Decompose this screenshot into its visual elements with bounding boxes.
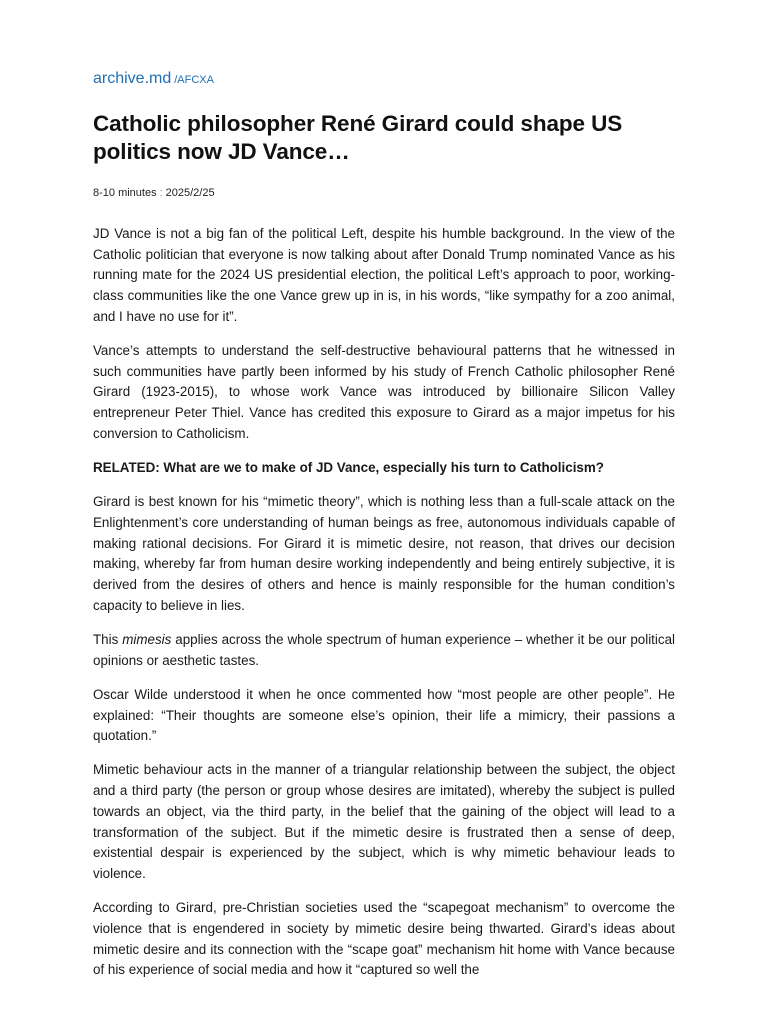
related-link[interactable]: RELATED: What are we to make of JD Vance, especially his turn to Catholicism? [93, 460, 604, 476]
paragraph-3: Girard is best known for his “mimetic theory”, which is nothing less than a full-scale attack on the Enlightenment’s core understanding of human beings as free, autonomous individuals capable of making rational decisions. For Girard it is mimetic desire, not reason, that drives our decision making, whereby far from human desire working independently and being entirely subjective, it is derived from the desires of others and hence is mainly responsible for the human condition’s capacity to believe in lies. [93, 494, 675, 613]
source-domain[interactable]: archive.md [93, 70, 172, 87]
paragraph-7: According to Girard, pre-Christian societies used the “scapegoat mechanism” to overcome the violence that is engendered in society by mimetic desire being thwarted. Girard’s ideas about mimetic desire and its connection with the “scape goat” mechanism hit home with Vance because of his experience of social media and how it “captured so well the [93, 900, 675, 978]
article-meta [93, 186, 675, 200]
paragraph-4 [93, 630, 675, 671]
source-link[interactable] [93, 68, 675, 90]
paragraph-4-rest: applies across the whole spectrum of human experience – whether it be our political opinions or aesthetic tastes. [93, 631, 675, 668]
paragraph-5: Oscar Wilde understood it when he once commented how “most people are other people”. He explained: “Their thoughts are someone else’s opinion, their life a mimicry, their passions a quotation.” [93, 686, 675, 744]
publish-date: 2025/2/25 [165, 187, 215, 199]
paragraph-6: Mimetic behaviour acts in the manner of a triangular relationship between the subject, the object and a third party (the person or group whose desires are imitated), whereby the subject is pulled towards an object, via the third party, in the belief that the gaining of the object will lead to a transformation of the subject. But if the mimetic desire is frustrated then a sense of deep, existential despair is experienced by the subject, which is why mimetic behaviour leads to violence. [93, 762, 675, 881]
source-path[interactable]: /AFCXA [174, 74, 214, 86]
meta-separator: : [159, 187, 163, 199]
read-time: 8-10 minutes [93, 187, 157, 199]
paragraph-2: Vance’s attempts to understand the self-destructive behavioural patterns that he witnessed in such communities have partly been informed by his study of French Catholic philosopher René Girard (1923-2015), to whose work Vance was introduced by billionaire Silicon Valley entrepreneur Peter Thiel. Vance has credited this exposure to Girard as a major impetus for his conversion to Catholicism. [93, 343, 675, 441]
page-title: Catholic philosopher René Girard could shape US politics now JD Vance… [93, 111, 623, 164]
paragraph-4-emphasis: mimesis [122, 631, 172, 647]
article-body [93, 224, 675, 981]
paragraph-1: JD Vance is not a big fan of the political Left, despite his humble background. In the view of the Catholic politician that everyone is now talking about after Donald Trump nominated Vance as his running mate for the 2024 US presidential election, the political Left’s approach to poor, working-class communities like the one Vance grew up in is, in his words, “like sympathy for a zoo animal, and I have no use for it”. [93, 226, 675, 324]
paragraph-4-lead: This [93, 631, 123, 647]
